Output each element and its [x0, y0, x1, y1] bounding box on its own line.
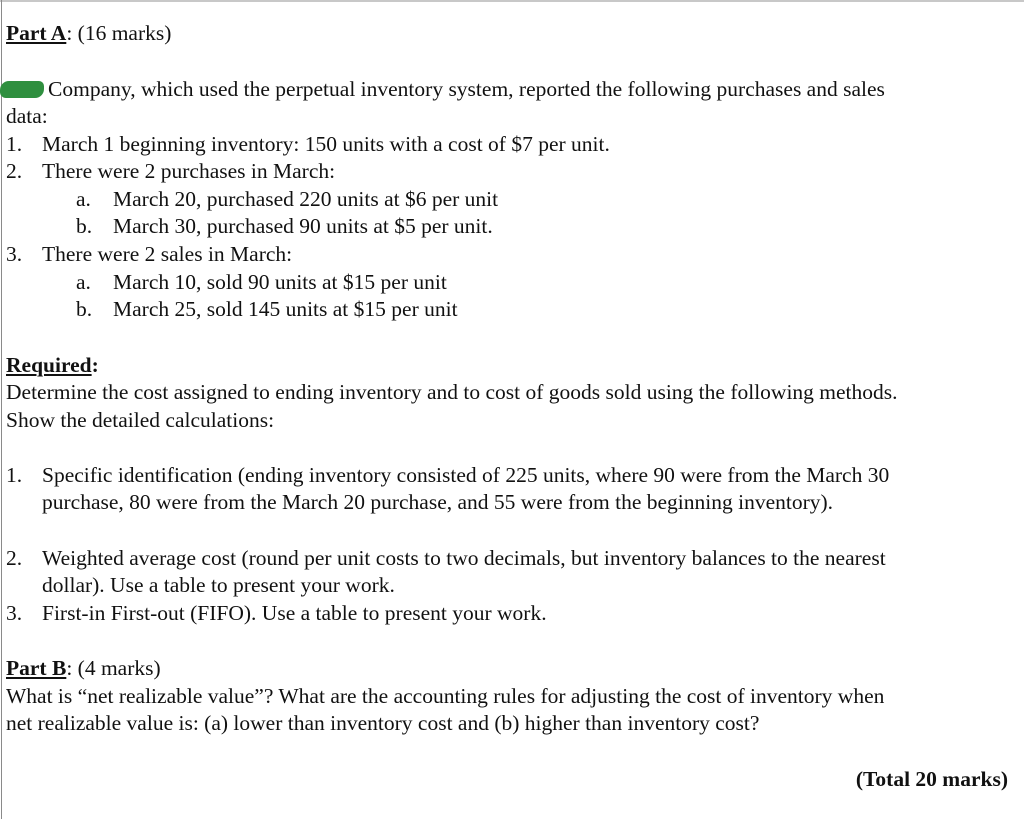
part-a-title: Part A [6, 21, 67, 45]
method-text: First-in First-out (FIFO). Use a table to present your work. [42, 601, 547, 625]
method-text-continued: dollar). Use a table to present your work. [42, 573, 395, 597]
sub-list-item [76, 186, 498, 214]
required-line-2: Show the detailed calculations: [6, 408, 275, 432]
page-left-border [1, 0, 2, 819]
method-text: Weighted average cost (round per unit costs to two decimals, but inventory balances to the nearest [42, 546, 886, 570]
sub-list-text: March 20, purchased 220 units at $6 per unit [113, 187, 499, 211]
sub-list-text: March 10, sold 90 units at $15 per unit [113, 270, 447, 294]
required-colon: : [91, 353, 99, 377]
required-heading [6, 352, 99, 380]
list-item [6, 241, 292, 269]
sub-list-letter: b. [76, 297, 93, 321]
list-item-number: 2. [6, 159, 23, 183]
method-number: 1. [6, 463, 23, 487]
sub-list-letter: a. [76, 187, 91, 211]
intro-line-1: Company, which used the perpetual inventory system, reported the following purchases and sales [48, 77, 885, 101]
sub-list-letter: a. [76, 270, 91, 294]
part-b-line-2: net realizable value is: (a) lower than inventory cost and (b) higher than inventory cost? [6, 711, 760, 735]
list-item-number: 3. [6, 242, 23, 266]
part-a-marks: : (16 marks) [66, 21, 172, 45]
part-a-intro [0, 76, 885, 104]
part-b-line-1: What is “net realizable value”? What are the accounting rules for adjusting the cost of inventory when [6, 684, 885, 708]
list-item [6, 158, 335, 186]
page-top-border [0, 0, 1024, 2]
method-item [6, 600, 547, 628]
list-item-text: March 1 beginning inventory: 150 units with a cost of $7 per unit. [42, 132, 610, 156]
method-item [6, 462, 889, 490]
list-item-text: There were 2 purchases in March: [42, 159, 336, 183]
sub-list-item [76, 296, 458, 324]
required-line-1: Determine the cost assigned to ending inventory and to cost of goods sold using the following methods. [6, 380, 898, 404]
list-item-text: There were 2 sales in March: [42, 242, 293, 266]
sub-list-letter: b. [76, 214, 93, 238]
method-text: Specific identification (ending inventory consisted of 225 units, where 90 were from the March 30 [42, 463, 890, 487]
required-title: Required [6, 353, 92, 377]
sub-list-text: March 30, purchased 90 units at $5 per unit. [113, 214, 493, 238]
part-b-title: Part B [6, 656, 67, 680]
sub-list-item [76, 213, 493, 241]
part-a-heading [6, 20, 171, 48]
list-item [6, 131, 610, 159]
total-marks: (Total 20 marks) [855, 767, 1008, 791]
method-text-continued: purchase, 80 were from the March 20 purchase, and 55 were from the beginning inventory). [42, 490, 834, 514]
sub-list-item [76, 269, 447, 297]
sub-list-text: March 25, sold 145 units at $15 per unit [113, 297, 458, 321]
method-item [6, 545, 886, 573]
intro-line-2: data: [6, 104, 48, 128]
list-item-number: 1. [6, 132, 23, 156]
part-b-heading [6, 655, 161, 683]
method-number: 2. [6, 546, 23, 570]
redaction-mark [0, 81, 44, 98]
method-number: 3. [6, 601, 23, 625]
part-b-marks: : (4 marks) [66, 656, 161, 680]
